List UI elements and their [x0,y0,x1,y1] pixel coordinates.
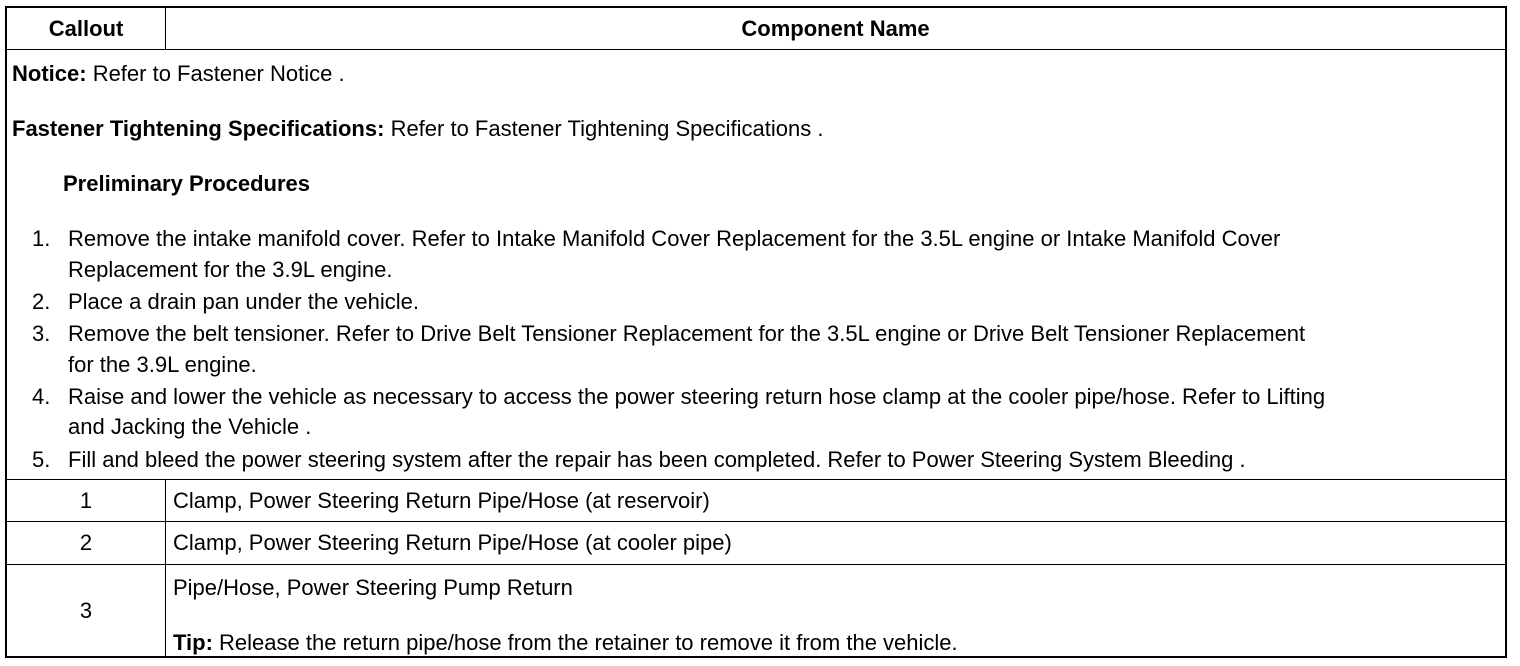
notice-label: Notice: [12,61,87,86]
step-text: and Jacking the Vehicle . [68,414,312,439]
notice-line [12,61,345,87]
step-text: Fill and bleed the power steering system after the repair has been completed. Refer to Power Steering System Bleeding . [68,447,1246,472]
table-row [7,522,1505,565]
fastener-text: Refer to Fastener Tightening Specifications . [390,116,824,141]
step-text: Place a drain pan under the vehicle. [68,289,420,314]
step-text: Remove the belt tensioner. Refer to Drive Belt Tensioner Replacement for the 3.5L engine or Drive Belt Tensioner Replacement [68,321,1306,346]
component-name: Clamp, Power Steering Return Pipe/Hose (at cooler pipe) [173,530,732,555]
component-name: Pipe/Hose, Power Steering Pump Return [173,575,573,600]
table-header-row [7,8,1505,50]
step-number: 2. [32,289,51,314]
step-text: Replacement for the 3.9L engine. [68,257,393,282]
callout-number: 2 [7,522,166,564]
step-number: 3. [32,321,51,346]
notice-block [12,50,1505,479]
step-number: 5. [32,447,51,472]
component-name: Clamp, Power Steering Return Pipe/Hose (at reservoir) [173,487,710,513]
callout-number: 1 [7,480,166,521]
step-number: 1. [32,226,51,251]
step-text: Remove the intake manifold cover. Refer to Intake Manifold Cover Replacement for the 3.5L engine or Intake Manifold Cover [68,226,1281,251]
step-number: 4. [32,384,51,409]
table-row [7,565,1505,656]
callout-number: 3 [7,565,166,656]
step-text: Raise and lower the vehicle as necessary to access the power steering return hose clamp at the cooler pipe/hose. Refer to Lifting [68,384,1326,409]
header-callout: Callout [7,8,166,49]
component-table [5,6,1507,658]
component-cell [166,565,1505,656]
tip-label: Tip: [173,630,213,655]
notice-text: Refer to Fastener Notice . [92,61,345,86]
preliminary-procedures-title: Preliminary Procedures [63,171,311,196]
table-row [7,480,1505,522]
tip-line [173,630,958,656]
notice-row [7,50,1505,480]
fastener-line [12,116,823,142]
step-text: for the 3.9L engine. [68,352,257,377]
header-component-name: Component Name [741,15,930,41]
tip-text: Release the return pipe/hose from the retainer to remove it from the vehicle. [219,630,958,655]
fastener-label: Fastener Tightening Specifications: [12,116,385,141]
